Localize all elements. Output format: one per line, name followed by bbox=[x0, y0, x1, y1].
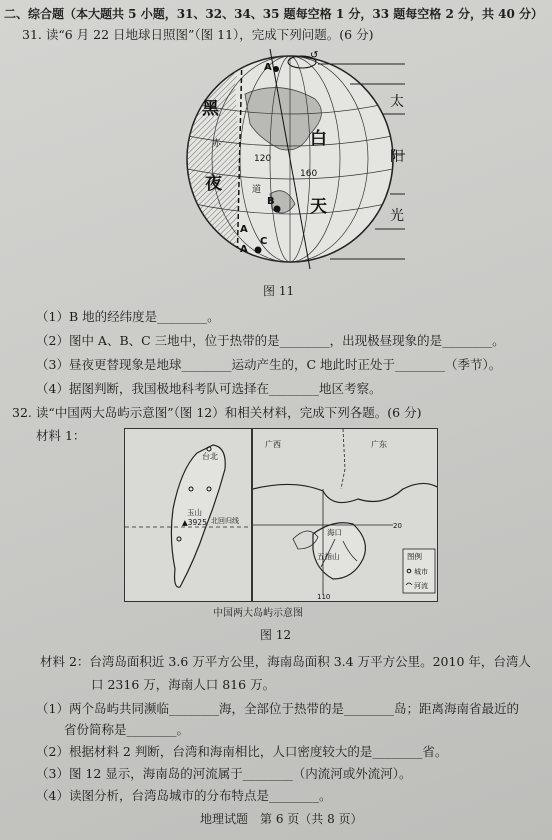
material2-line-1: 材料 2：台湾岛面积近 3.6 万平方公里，海南岛面积 3.4 万平方公里。2010 年，台湾人 bbox=[40, 654, 531, 669]
point-b: B bbox=[267, 196, 275, 207]
lon-120-label: 120 bbox=[254, 154, 272, 164]
tropic-label: 北回归线 bbox=[211, 517, 239, 525]
hainan-map bbox=[252, 428, 438, 602]
wuzhishan-label: 五指山 bbox=[317, 552, 340, 561]
svg-text:↺: ↺ bbox=[310, 50, 319, 61]
globe bbox=[170, 44, 393, 274]
taiwan-map bbox=[124, 428, 252, 602]
q32-item-1: （1）两个岛屿共同濒临________海，全部位于热带的是________岛；距离海南省最近的 bbox=[36, 701, 519, 716]
map-legend bbox=[403, 549, 435, 593]
sun-char-1: 太 bbox=[390, 94, 404, 110]
guangxi-label: 广西 bbox=[265, 440, 281, 449]
legend-title: 图例 bbox=[407, 552, 422, 561]
material1-label: 材料 1： bbox=[36, 428, 86, 443]
q32-item-3: （3）图 12 显示，海南岛的河流属于________（内流河或外流河）。 bbox=[36, 766, 412, 781]
sun-char-3: 光 bbox=[390, 208, 404, 224]
point-c: C bbox=[260, 236, 268, 247]
haikou-label: 海口 bbox=[327, 528, 342, 537]
legend-river: 河流 bbox=[414, 582, 428, 590]
night-char-1: 黑 bbox=[202, 99, 219, 119]
sun-char-2: 阳 bbox=[390, 149, 404, 165]
q31-stem: 31. 读“6 月 22 日地球日照图”（图 11），完成下列问题。(6 分) bbox=[22, 27, 374, 42]
lon-160-label: 160 bbox=[300, 169, 318, 179]
taipei-label: 台北 bbox=[202, 452, 218, 461]
day-char-2: 天 bbox=[310, 197, 327, 217]
section-title: 二、综合题（本大题共 5 小题，31、32、34、35 题每空格 1 分，33 题每空格 2 分，共 40 分） bbox=[4, 7, 544, 21]
material2-line-2: 口 2316 万，海南人口 816 万。 bbox=[91, 677, 276, 692]
q31-item-2: （2）图中 A、B、C 三地中，位于热带的是________，出现极昼现象的是________。 bbox=[36, 333, 505, 348]
map-title: 中国两大岛屿示意图 bbox=[213, 608, 303, 619]
yushan-label: 玉山 bbox=[187, 508, 202, 517]
q32-stem: 32. 读“中国两大岛屿示意图”（图 12）和相关材料，完成下列各题。(6 分) bbox=[12, 405, 422, 420]
q32-item-2: （2）根据材料 2 判断，台湾和海南相比，人口密度较大的是________省。 bbox=[36, 744, 448, 759]
place-left-label: 赤 bbox=[212, 139, 222, 149]
fig11-caption: 图 11 bbox=[263, 284, 295, 298]
place-mid-label: 道 bbox=[252, 185, 262, 195]
point-a-bottom: A bbox=[240, 244, 248, 255]
q32-item-1-cont: 省份简称是________。 bbox=[64, 722, 190, 737]
guangdong-label: 广东 bbox=[371, 440, 387, 449]
lon-110-label: 110 bbox=[317, 593, 331, 601]
q31-item-1: （1）B 地的经纬度是________。 bbox=[36, 309, 220, 324]
page-footer: 地理试题 第 6 页（共 8 页） bbox=[200, 812, 363, 826]
night-char-2: 夜 bbox=[205, 174, 222, 194]
point-a-mid: A bbox=[240, 224, 248, 235]
yushan-height: ▲3925 bbox=[182, 518, 207, 527]
point-a-top: A bbox=[264, 62, 272, 73]
fig12-caption: 图 12 bbox=[260, 628, 292, 642]
day-char-1: 白 bbox=[310, 129, 327, 149]
q31-item-3: （3）昼夜更替现象是地球________运动产生的，C 地此时正处于________（季节）。 bbox=[36, 357, 502, 372]
lat-20-label: 20 bbox=[393, 522, 402, 530]
globe-figure bbox=[150, 44, 420, 274]
q31-item-4: （4）据图判断，我国极地科考队可选择在________地区考察。 bbox=[36, 381, 382, 396]
q32-item-4: （4）读图分析，台湾岛城市的分布特点是________。 bbox=[36, 788, 332, 803]
legend-city: 城市 bbox=[414, 568, 428, 576]
